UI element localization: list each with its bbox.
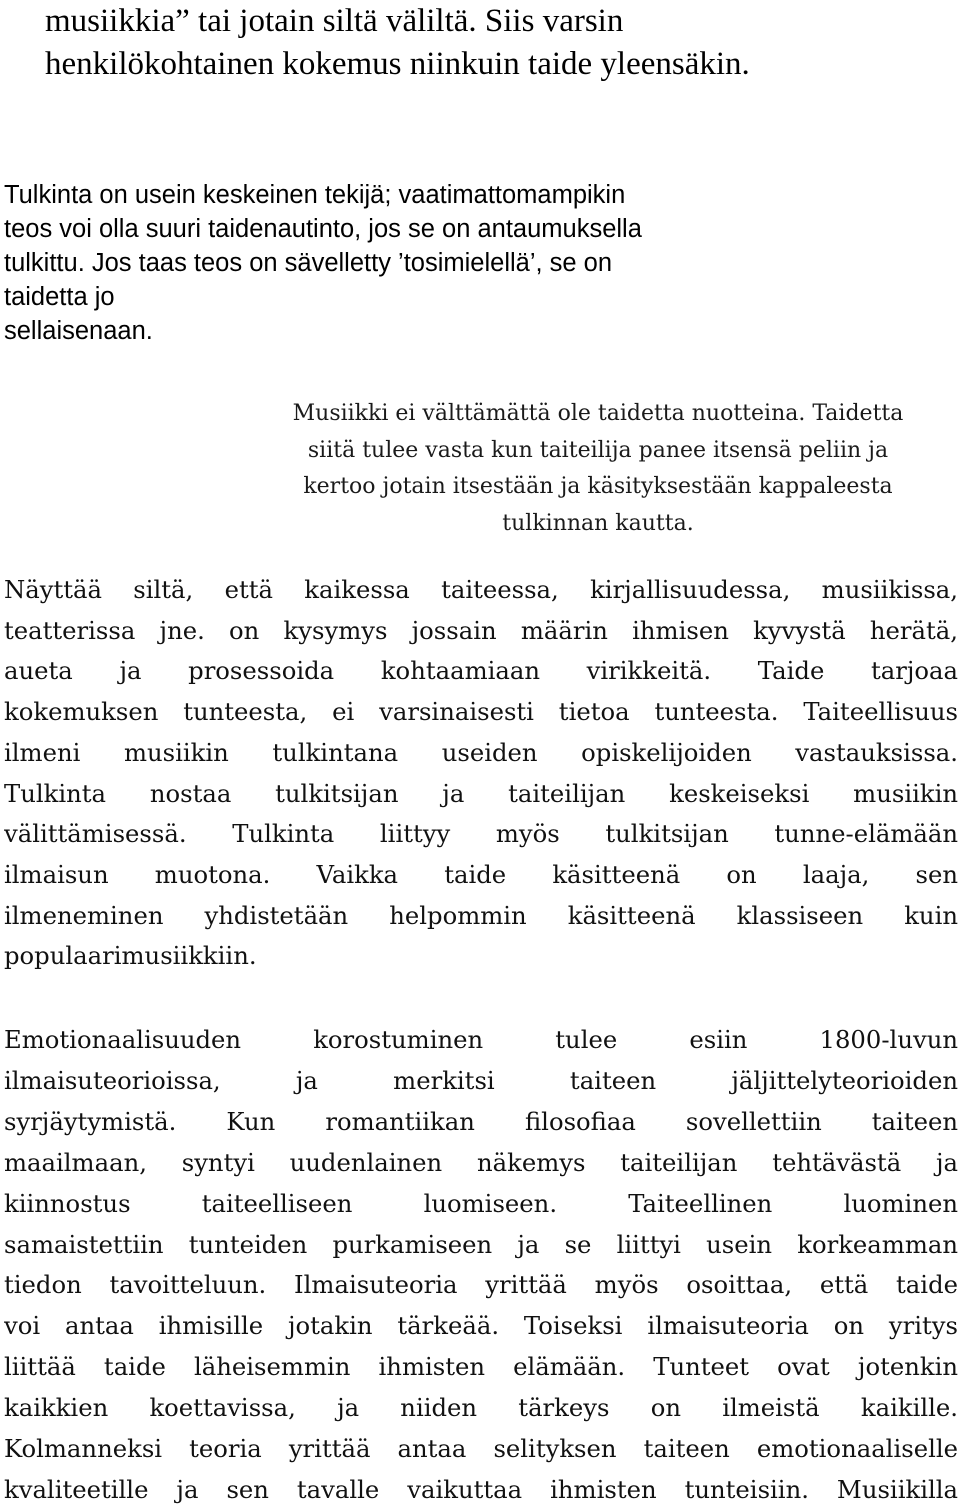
quote-line: henkilökohtainen kokemus niinkuin taide yleensäkin. xyxy=(45,46,750,82)
quote-line: Musiikki ei välttämättä ole taidetta nuotteina. Taidetta xyxy=(292,401,904,426)
quote-interpretation xyxy=(4,178,724,348)
quote-continued xyxy=(45,0,925,86)
paragraph-line: samaistettiin tunteiden purkamiseen ja se liittyi usein korkeamman xyxy=(4,1229,958,1259)
paragraph-line: Tulkinta nostaa tulkitsijan ja taiteilijan keskeiseksi musiikin xyxy=(4,778,958,808)
paragraph-line: kokemuksen tunteesta, ei varsinaisesti tietoa tunteesta. Taiteellisuus xyxy=(4,697,958,727)
paragraph-line: tiedon tavoitteluun. Ilmaisuteoria yrittää myös osoittaa, että taide xyxy=(4,1270,958,1300)
paragraph-line: ilmeneminen yhdistetään helpommin käsitteenä klassiseen kuin xyxy=(4,900,958,930)
quote-line: musiikkia” tai jotain siltä väliltä. Siis varsin xyxy=(45,3,624,39)
quote-line: sellaisenaan. xyxy=(4,317,153,345)
quote-line: kertoo jotain itsestään ja käsityksestään kappaleesta xyxy=(303,474,893,499)
paragraph-line: Emotionaalisuuden korostuminen tulee esiin 1800-luvun xyxy=(4,1025,958,1054)
paragraph-line: Kolmanneksi teoria yrittää antaa selityksen taiteen emotionaaliselle xyxy=(4,1434,958,1464)
quote-line: teos voi olla suuri taidenautinto, jos se on antaumuksella xyxy=(4,215,642,243)
paragraph-line: ilmeni musiikin tulkintana useiden opiskelijoiden vastauksissa. xyxy=(4,737,958,767)
paragraph-line: liittää taide läheisemmin ihmisten elämään. Tunteet ovat jotenkin xyxy=(4,1352,958,1382)
paragraph-line: Näyttää siltä, että kaikessa taiteessa, kirjallisuudessa, musiikissa, xyxy=(4,575,958,604)
paragraph-line: kaikkien koettavissa, ja niiden tärkeys on ilmeistä kaikille. xyxy=(4,1393,958,1423)
paragraph-line: kiinnostus taiteelliseen luomiseen. Taiteellinen luominen xyxy=(4,1188,958,1218)
body-paragraph-art-interpretation xyxy=(4,570,958,977)
quote-line: taidetta jo xyxy=(4,283,115,311)
paragraph-line: populaarimusiikkiin. xyxy=(4,941,257,971)
quote-notes xyxy=(258,396,938,542)
paragraph-line: välittämisessä. Tulkinta liittyy myös tulkitsijan tunne-elämään xyxy=(4,819,958,849)
paragraph-line: ilmaisuteorioissa, ja merkitsi taiteen jäljittelyteorioiden xyxy=(4,1065,958,1095)
paragraph-line: syrjäytymistä. Kun romantiikan filosofiaa sovellettiin taiteen xyxy=(4,1106,958,1136)
quote-line: tulkittu. Jos taas teos on sävelletty ’tosimielellä’, se on xyxy=(4,249,613,277)
quote-line: siitä tulee vasta kun taiteilija panee itsensä peliin ja xyxy=(307,437,889,463)
paragraph-line: aueta ja prosessoida kohtaamiaan virikkeitä. Taide tarjoaa xyxy=(4,656,958,686)
quote-line: tulkinnan kautta. xyxy=(502,510,694,536)
paragraph-line: teatterissa jne. on kysymys jossain määrin ihmisen kyvystä herätä, xyxy=(4,615,958,645)
paragraph-line: maailmaan, syntyi uudenlainen näkemys taiteilijan tehtävästä ja xyxy=(4,1147,958,1177)
paragraph-line: voi antaa ihmisille jotakin tärkeää. Toiseksi ilmaisuteoria on yritys xyxy=(4,1311,958,1341)
paragraph-line: kvaliteetille ja sen tavalle vaikuttaa ihmisten tunteisiin. Musiikilla xyxy=(4,1474,958,1504)
body-paragraph-expression-theory xyxy=(4,1020,958,1511)
paragraph-line: ilmaisun muotona. Vaikka taide käsitteenä on laaja, sen xyxy=(4,859,958,889)
quote-line: Tulkinta on usein keskeinen tekijä; vaatimattomampikin xyxy=(4,181,626,209)
